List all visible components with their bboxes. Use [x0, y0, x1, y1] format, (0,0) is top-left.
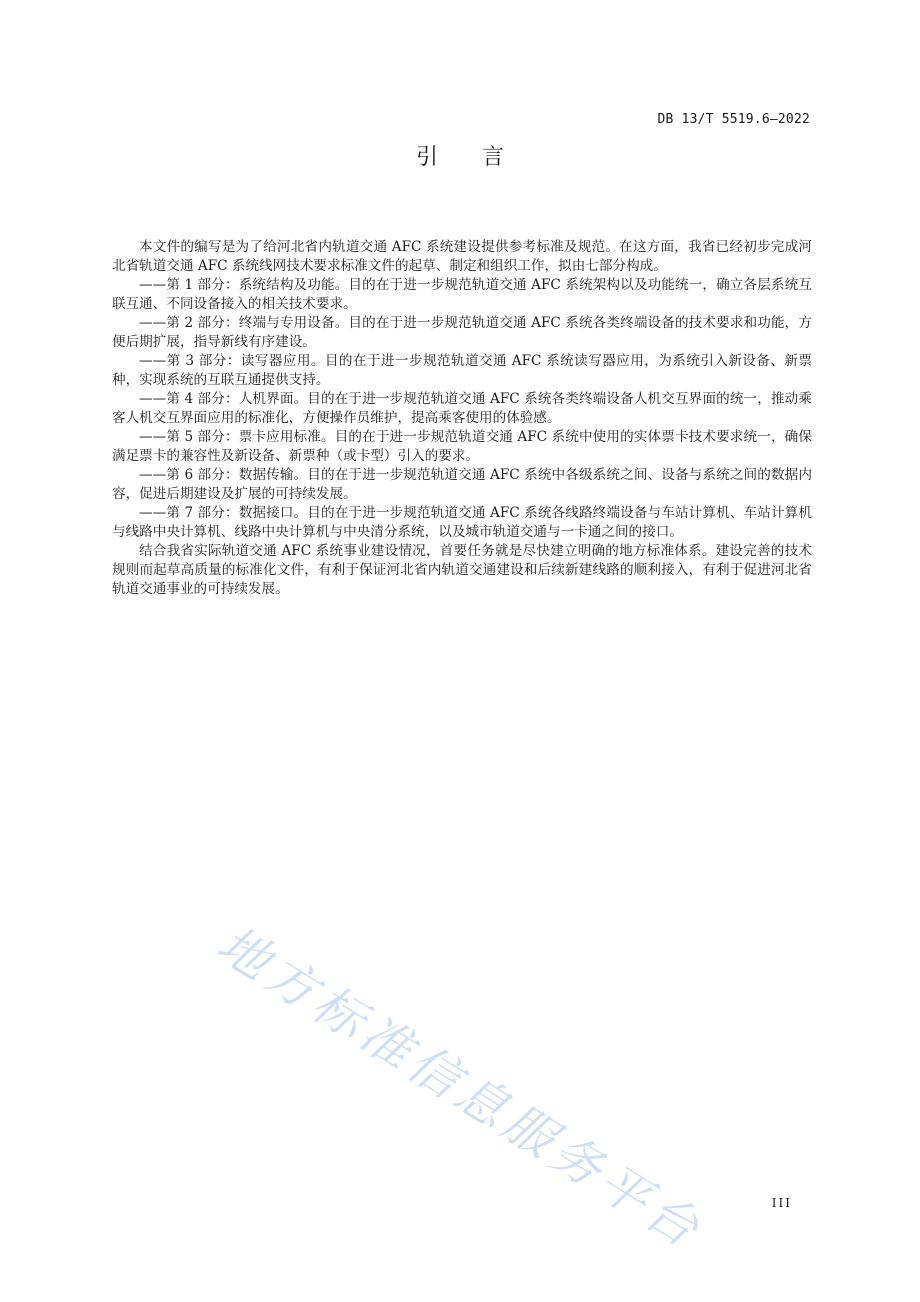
watermark: 地方标准信息服务平台: [207, 914, 714, 1261]
paragraph-conclusion: 结合我省实际轨道交通 AFC 系统事业建设情况，首要任务就是尽快建立明确的地方标准体系。建设完善的技术规则而起草高质量的标准化文件，有利于保证河北省内轨道交通建设和后续新建线路的顺利接入，有利于促进河北省轨道交通事业的可持续发展。: [112, 543, 812, 597]
paragraph-part-5: ——第 5 部分：票卡应用标准。目的在于进一步规范轨道交通 AFC 系统中使用的实体票卡技术要求统一，确保满足票卡的兼容性及新设备、新票种（或卡型）引入的要求。: [112, 429, 812, 464]
paragraph-part-7: ——第 7 部分：数据接口。目的在于进一步规范轨道交通 AFC 系统各线路终端设备与车站计算机、车站计算机与线路中央计算机、线路中央计算机与中央清分系统，以及城市轨道交通与一卡通之间的接口。: [112, 505, 812, 540]
paragraph-part-6: ——第 6 部分：数据传输。目的在于进一步规范轨道交通 AFC 系统中各级系统之间、设备与系统之间的数据内容，促进后期建设及扩展的可持续发展。: [112, 467, 812, 502]
page-number: III: [771, 1196, 792, 1210]
paragraph-part-2: ——第 2 部分：终端与专用设备。目的在于进一步规范轨道交通 AFC 系统各类终端设备的技术要求和功能，方便后期扩展，指导新线有序建设。: [112, 315, 812, 350]
document-code: DB 13/T 5519.6—2022: [657, 112, 810, 127]
page-title: 引言: [415, 145, 548, 170]
paragraph-intro: 本文件的编写是为了给河北省内轨道交通 AFC 系统建设提供参考标准及规范。在这方面，我省已经初步完成河北省轨道交通 AFC 系统线网技术要求标准文件的起草、制定和组织工作，拟由七部分构成。: [112, 239, 812, 274]
paragraph-part-4: ——第 4 部分：人机界面。目的在于进一步规范轨道交通 AFC 系统各类终端设备人机交互界面的统一，推动乘客人机交互界面应用的标准化，方便操作员维护，提高乘客使用的体验感。: [112, 391, 812, 426]
introduction-body: [112, 238, 812, 599]
paragraph-part-3: ——第 3 部分：读写器应用。目的在于进一步规范轨道交通 AFC 系统读写器应用，为系统引入新设备、新票种，实现系统的互联互通提供支持。: [112, 353, 812, 388]
paragraph-part-1: ——第 1 部分：系统结构及功能。目的在于进一步规范轨道交通 AFC 系统架构以及功能统一，确立各层系统互联互通、不同设备接入的相关技术要求。: [112, 277, 812, 312]
